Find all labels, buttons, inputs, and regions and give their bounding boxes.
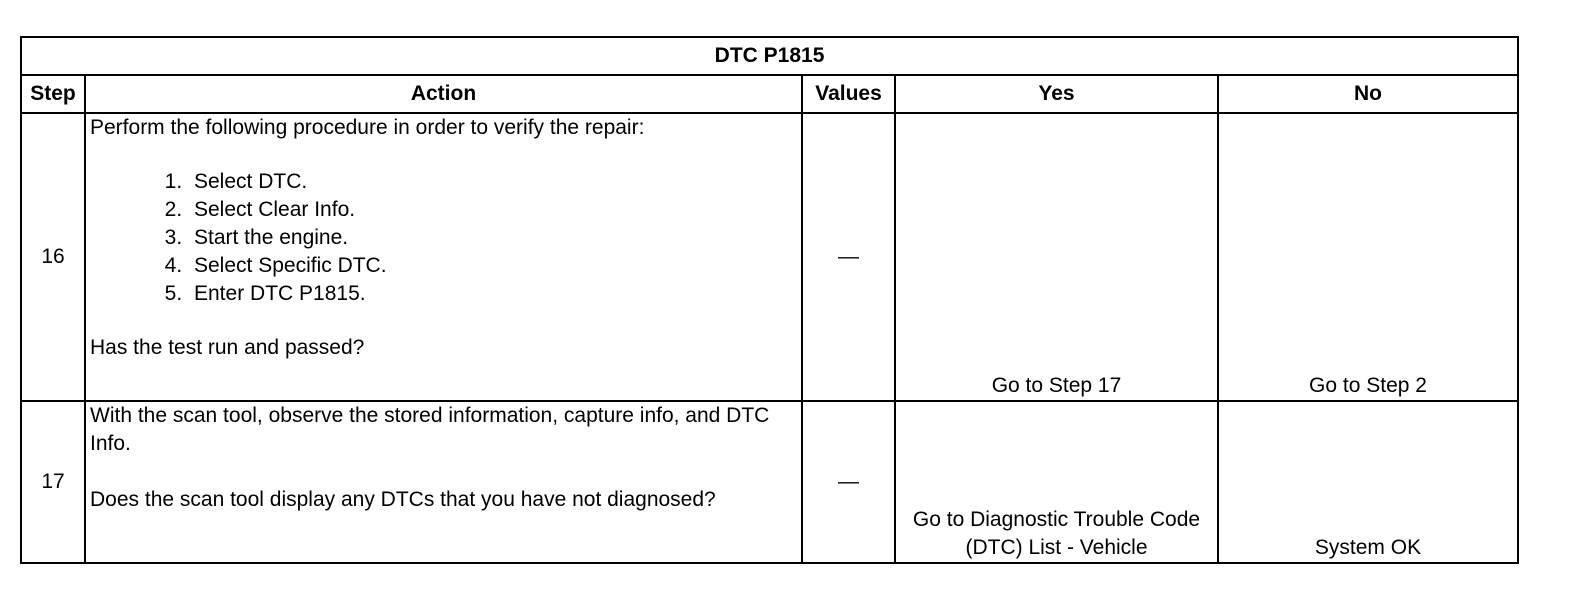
procedure-step: 4. Select Specific DTC. [188, 252, 797, 280]
action-cell [85, 401, 802, 563]
header-row [21, 75, 1518, 113]
header-step: Step [21, 75, 85, 113]
action-cell [85, 113, 802, 401]
header-action: Action [85, 75, 802, 113]
action-intro: Perform the following procedure in order to verify the repair: [90, 116, 645, 139]
values-cell: — [802, 113, 895, 401]
table-row [21, 113, 1518, 401]
step-number: 17 [21, 401, 85, 563]
yes-cell[interactable]: Go to Step 17 [895, 113, 1218, 401]
no-cell[interactable]: Go to Step 2 [1218, 113, 1518, 401]
procedure-list [90, 168, 797, 308]
action-intro: With the scan tool, observe the stored information, capture info, and DTC Info. [90, 404, 770, 455]
procedure-step: 5. Enter DTC P1815. [188, 280, 797, 308]
dtc-table [20, 36, 1519, 564]
table-title: DTC P1815 [21, 37, 1518, 75]
action-question: Has the test run and passed? [90, 336, 365, 359]
procedure-step: 3. Start the engine. [188, 224, 797, 252]
header-values: Values [802, 75, 895, 113]
values-cell: — [802, 401, 895, 563]
title-row [21, 37, 1518, 75]
procedure-step: 2. Select Clear Info. [188, 196, 797, 224]
header-yes: Yes [895, 75, 1218, 113]
step-number: 16 [21, 113, 85, 401]
yes-cell[interactable]: Go to Diagnostic Trouble Code (DTC) List - Vehicle [895, 401, 1218, 563]
no-cell[interactable]: System OK [1218, 401, 1518, 563]
table-row [21, 401, 1518, 563]
header-no: No [1218, 75, 1518, 113]
action-question: Does the scan tool display any DTCs that you have not diagnosed? [90, 488, 716, 511]
procedure-step: 1. Select DTC. [188, 168, 797, 196]
